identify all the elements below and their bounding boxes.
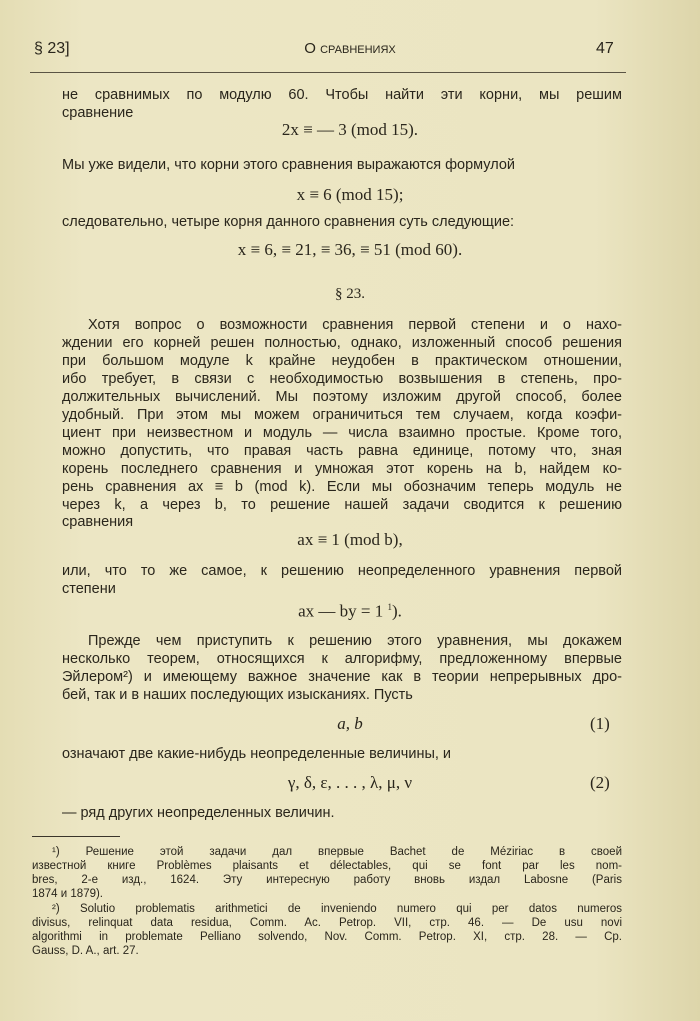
equation: x ≡ 6, ≡ 21, ≡ 36, ≡ 51 (mod 60).: [237, 240, 463, 259]
text-line: ибо требует, в связи с необходимостью возвышения в степень, про-: [62, 371, 622, 387]
equation-number: (2): [590, 773, 610, 792]
equation-end: ).: [391, 601, 402, 621]
footnote-rule: [32, 836, 120, 837]
text-line: степени: [62, 581, 116, 597]
footnote-line: ¹) Решение этой задачи дал впервые Bachet de Méziriac в своей: [52, 846, 622, 858]
text-line: не сравнимых по модулю 60. Чтобы найти эти корни, мы решим: [62, 87, 622, 103]
text-line: ждении его корней решен полностью, однако, изложенный способ решения: [62, 335, 622, 351]
footnote-line: 1874 и 1879).: [32, 888, 104, 900]
text-line: при большом модуле k крайне неудобен в практическом отношении,: [62, 353, 622, 369]
running-title: О сравнениях: [304, 40, 396, 57]
equation: ax ≡ 1 (mod b),: [297, 530, 403, 549]
text-line: через k, а через b, то решение нашей задачи сводится к решению: [62, 497, 622, 513]
header-rule: [30, 72, 626, 73]
text-line: должительных вычислений. Мы поэтому изложим другой способ, более: [62, 389, 622, 405]
text-line: Прежде чем приступить к решению этого уравнения, мы докажем: [88, 633, 622, 649]
text-line: Эйлером²) и имеющему важное значение как в теории непрерывных дро-: [62, 669, 622, 685]
text-line: сравнения: [62, 514, 134, 530]
text-line: следовательно, четыре корня данного сравнения суть следующие:: [62, 214, 515, 230]
text-line: Хотя вопрос о возможности сравнения первой степени и о нахо-: [88, 317, 622, 333]
text-line: — ряд других неопределенных величин.: [62, 805, 335, 821]
equation-number: (1): [590, 714, 610, 733]
equation: x ≡ 6 (mod 15);: [296, 185, 404, 204]
text-line: рень сравнения ax ≡ b (mod k). Если мы обозначим теперь модуль не: [62, 479, 622, 495]
text-line: сравнение: [62, 105, 134, 121]
footnote-line: algorithmi in problemate Pelliano solvendo, Nov. Comm. Petrop. XI, стр. 28. — Ср.: [32, 931, 622, 943]
footnote-line: bres, 2-е изд., 1624. Эту интересную работу вновь издал Labosne (Paris: [32, 874, 622, 886]
footnote-ref: 1: [387, 602, 392, 612]
text-line: означают две какие-нибудь неопределенные величины, и: [62, 746, 452, 762]
page-number: 47: [596, 40, 614, 57]
equation: 2x ≡ — 3 (mod 15).: [281, 120, 419, 139]
text-line: циент при неизвестном и модуль — числа взаимно простые. Кроме того,: [62, 425, 622, 441]
footnote-line: ²) Solutio problematis arithmetici de inveniendo numero qui per datos numeros: [52, 903, 622, 915]
text-line: или, что то же самое, к решению неопределенного уравнения первой: [62, 563, 622, 579]
section-heading: § 23.: [335, 286, 365, 302]
text-line: можно допустить, что правая часть равна единице, потому что, зная: [62, 443, 622, 459]
text-line: удобный. При этом мы можем ограничиться тем случаем, когда коэфи-: [62, 407, 622, 423]
equation: γ, δ, ε, . . . , λ, μ, ν: [287, 773, 413, 792]
equation-body: ax — by = 1: [298, 601, 384, 621]
text-line: корень последнего сравнения и умножая этот корень на b, найдем ко-: [62, 461, 622, 477]
text-line: Мы уже видели, что корни этого сравнения выражаются формулой: [62, 157, 516, 173]
text-line: бей, так и в наших последующих изысканиях. Пусть: [62, 687, 413, 703]
equation: a, b: [337, 714, 363, 733]
header-section: § 23]: [34, 40, 70, 57]
text-line: несколько теорем, относящихся к алгорифму, предложенному впервые: [62, 651, 622, 667]
equation: [0, 597, 700, 622]
footnote-line: Gauss, D. A., art. 27.: [32, 945, 139, 957]
footnote-line: divisus, relinquat data residua, Comm. Ac. Petrop. VII, стр. 46. — De usu novi: [32, 917, 622, 929]
footnote-line: известной книге Problèmes plaisants et délectables, qui se font par les nom-: [32, 860, 622, 872]
